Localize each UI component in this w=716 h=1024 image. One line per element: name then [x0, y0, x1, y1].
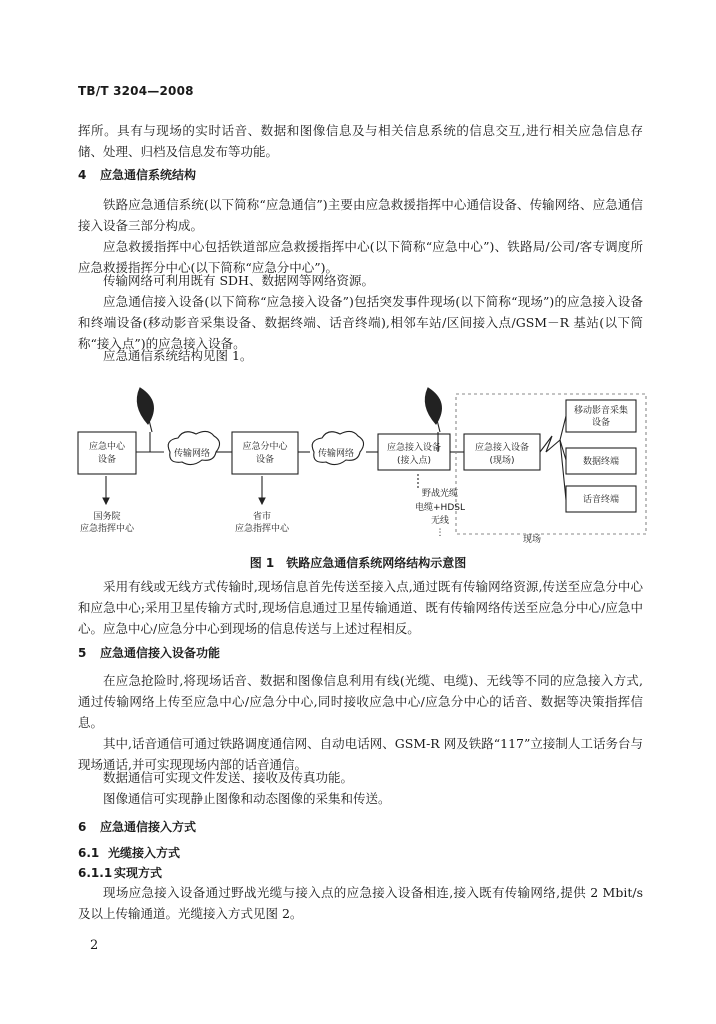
satellite-dish-icon [425, 388, 441, 440]
section-number: 6 [78, 820, 87, 834]
page-number: 2 [90, 938, 99, 953]
section-number: 4 [78, 168, 87, 182]
paragraph: 传输网络可利用既有 SDH、数据网等网络资源。 [103, 273, 374, 288]
satellite-dish-icon [137, 388, 153, 440]
mobile-capture-label: 移动影音采集 [573, 406, 629, 416]
paragraph: 应急通信系统结构见图 1。 [103, 348, 253, 363]
figure-caption: 图 1 铁路应急通信系统网络结构示意图 [249, 556, 467, 570]
emergency-center-label: 设备 [97, 455, 117, 465]
section-title: 实现方式 [114, 866, 163, 880]
section-6-1-heading [78, 844, 180, 861]
province-label: 省市 [252, 512, 272, 522]
data-terminal-label: 数据终端 [582, 457, 620, 467]
access-point-label: (接入点) [396, 456, 432, 466]
section-title: 应急通信接入设备功能 [100, 646, 221, 660]
section-6-heading [78, 818, 196, 835]
paragraph-intro: 挥所。具有与现场的实时话音、数据和图像信息及与相关信息系统的信息交互,进行相关应急信息存储、处理、归档及信息发布等功能。 [78, 123, 643, 159]
paragraph: 应急救援指挥中心包括铁道部应急救援指挥中心(以下简称“应急中心”)、铁路局/公司/客专调度所应急救援指挥分中心(以下简称“应急分中心”)。 [78, 239, 643, 275]
link-type-label: ⋮ [435, 528, 445, 538]
state-council-label: 国务院 [93, 512, 121, 522]
paragraph: 数据通信可实现文件发送、接收及传真功能。 [103, 770, 354, 785]
emergency-subcenter-label: 应急分中心 [242, 442, 288, 452]
emergency-center-box [78, 432, 136, 474]
section-title: 应急通信系统结构 [100, 168, 197, 182]
section-number: 5 [78, 646, 87, 660]
network-cloud [168, 431, 219, 464]
paragraph: 在应急抢险时,将现场话音、数据和图像信息利用有线(光缆、电缆)、无线等不同的应急接入方式,通过传输网络上传至应急中心/应急分中心,同时接收应急中心/应急分中心的话音、数据等决策指挥信息。 [78, 673, 643, 730]
voice-terminal-label: 话音终端 [582, 495, 620, 505]
link-type-label: 无线 [430, 516, 450, 526]
field-site-label: 现场 [522, 535, 542, 545]
emergency-center-label: 应急中心 [88, 442, 126, 452]
network-cloud-label: 传输网络 [173, 449, 211, 459]
paragraph: 采用有线或无线方式传输时,现场信息首先传送至接入点,通过既有传输网络资源,传送至应急分中心和应急中心;采用卫星传输方式时,现场信息通过卫星传输通道、既有传输网络传送至应急分中心/应急中心。应急中心/应急分中心到现场的信息传送与上述过程相反。 [78, 579, 643, 636]
section-title: 光缆接入方式 [108, 846, 181, 860]
emergency-subcenter-label: 设备 [255, 455, 275, 465]
section-number: 6.1.1 [78, 866, 113, 880]
paragraph: 其中,话音通信可通过铁路调度通信网、自动电话网、GSM-R 网及铁路“117”立接制人工话务台与现场通话,并可实现现场内部的话音通信。 [78, 736, 643, 772]
network-structure-figure [0, 376, 716, 548]
link-type-label: 野战光缆 [421, 489, 459, 499]
access-point-label: 应急接入设备 [386, 443, 442, 453]
mobile-capture-label: 设备 [591, 418, 611, 428]
province-label: 应急指挥中心 [234, 524, 290, 534]
section-title: 应急通信接入方式 [100, 820, 197, 834]
field-access-label: (现场) [489, 456, 515, 466]
section-4-heading [78, 166, 196, 183]
link-type-label: 电缆+HDSL [415, 503, 465, 513]
document-header: TB/T 3204—2008 [78, 84, 194, 98]
paragraph: 铁路应急通信系统(以下简称“应急通信”)主要由应急救援指挥中心通信设备、传输网络、应急通信接入设备三部分构成。 [78, 197, 643, 233]
field-access-label: 应急接入设备 [474, 443, 530, 453]
network-cloud-label: 传输网络 [317, 449, 355, 459]
paragraph: 应急通信接入设备(以下简称“应急接入设备”)包括突发事件现场(以下简称“现场”)的应急接入设备和终端设备(移动影音采集设备、数据终端、话音终端),相邻车站/区间接入点/GSM－R 基站(以下简称“接入点”)的应急接入设备。 [78, 294, 643, 351]
paragraph: 图像通信可实现静止图像和动态图像的采集和传送。 [103, 791, 391, 806]
paragraph: 现场应急接入设备通过野战光缆与接入点的应急接入设备相连,接入既有传输网络,提供 2 Mbit/s 及以上传输通道。光缆接入方式见图 2。 [78, 885, 643, 921]
network-cloud [312, 431, 363, 464]
emergency-subcenter-box [232, 432, 298, 474]
section-number: 6.1 [78, 846, 100, 860]
section-5-heading [78, 644, 220, 661]
state-council-label: 应急指挥中心 [79, 524, 135, 534]
section-6-1-1-heading [78, 864, 162, 881]
